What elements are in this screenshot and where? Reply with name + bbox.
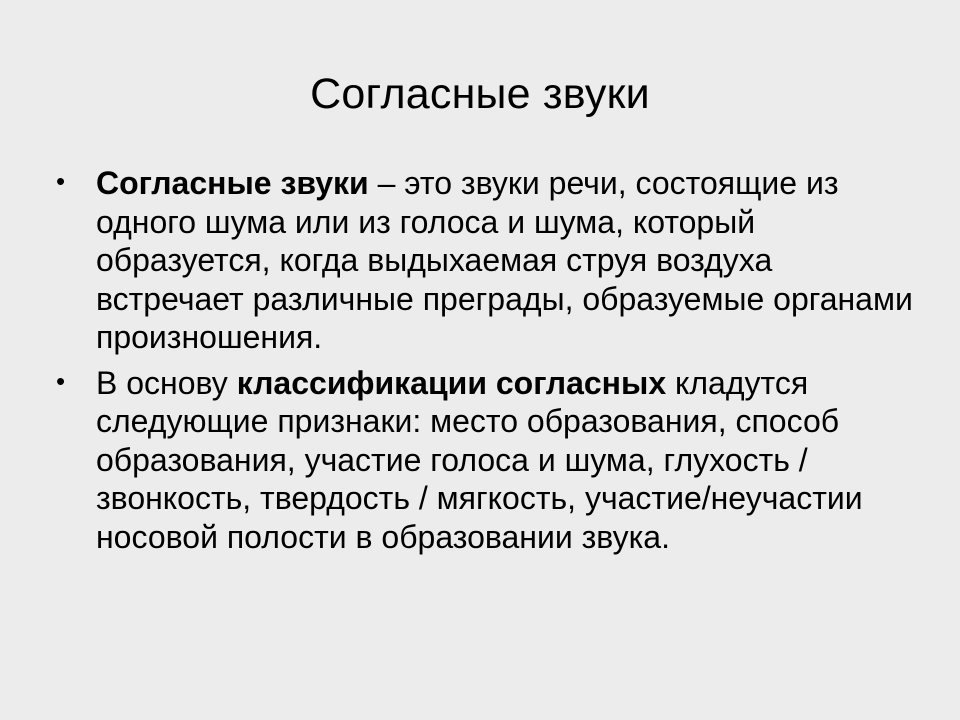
bullet-text: [96, 365, 863, 555]
bullet-list: [56, 164, 916, 563]
bullet-item-classification: [56, 364, 916, 557]
bullet-body: – это звуки речи, состоящие из одного шума или из голоса и шума, который образуется, когда выдыхаемая струя воздуха встречает различные преграды, образуемые органами произношения.: [96, 165, 913, 355]
bullet-item-definition: [56, 164, 916, 357]
bullet-lead: В основу: [96, 364, 237, 401]
bullet-icon: •: [56, 365, 66, 396]
bullet-bold-term: Согласные звуки: [96, 165, 369, 201]
slide-title: Согласные звуки: [310, 70, 650, 118]
bullet-text: [96, 165, 913, 355]
bullet-bold-term: классификации согласных: [236, 364, 667, 401]
bullet-icon: •: [56, 166, 66, 196]
bullet-body: кладутся следующие признаки: место образования, способ образования, участие голоса и шума, глухость / звонкость, твердость / мягкость, участие/неучастии носовой полости в образовании звука.: [96, 364, 863, 555]
